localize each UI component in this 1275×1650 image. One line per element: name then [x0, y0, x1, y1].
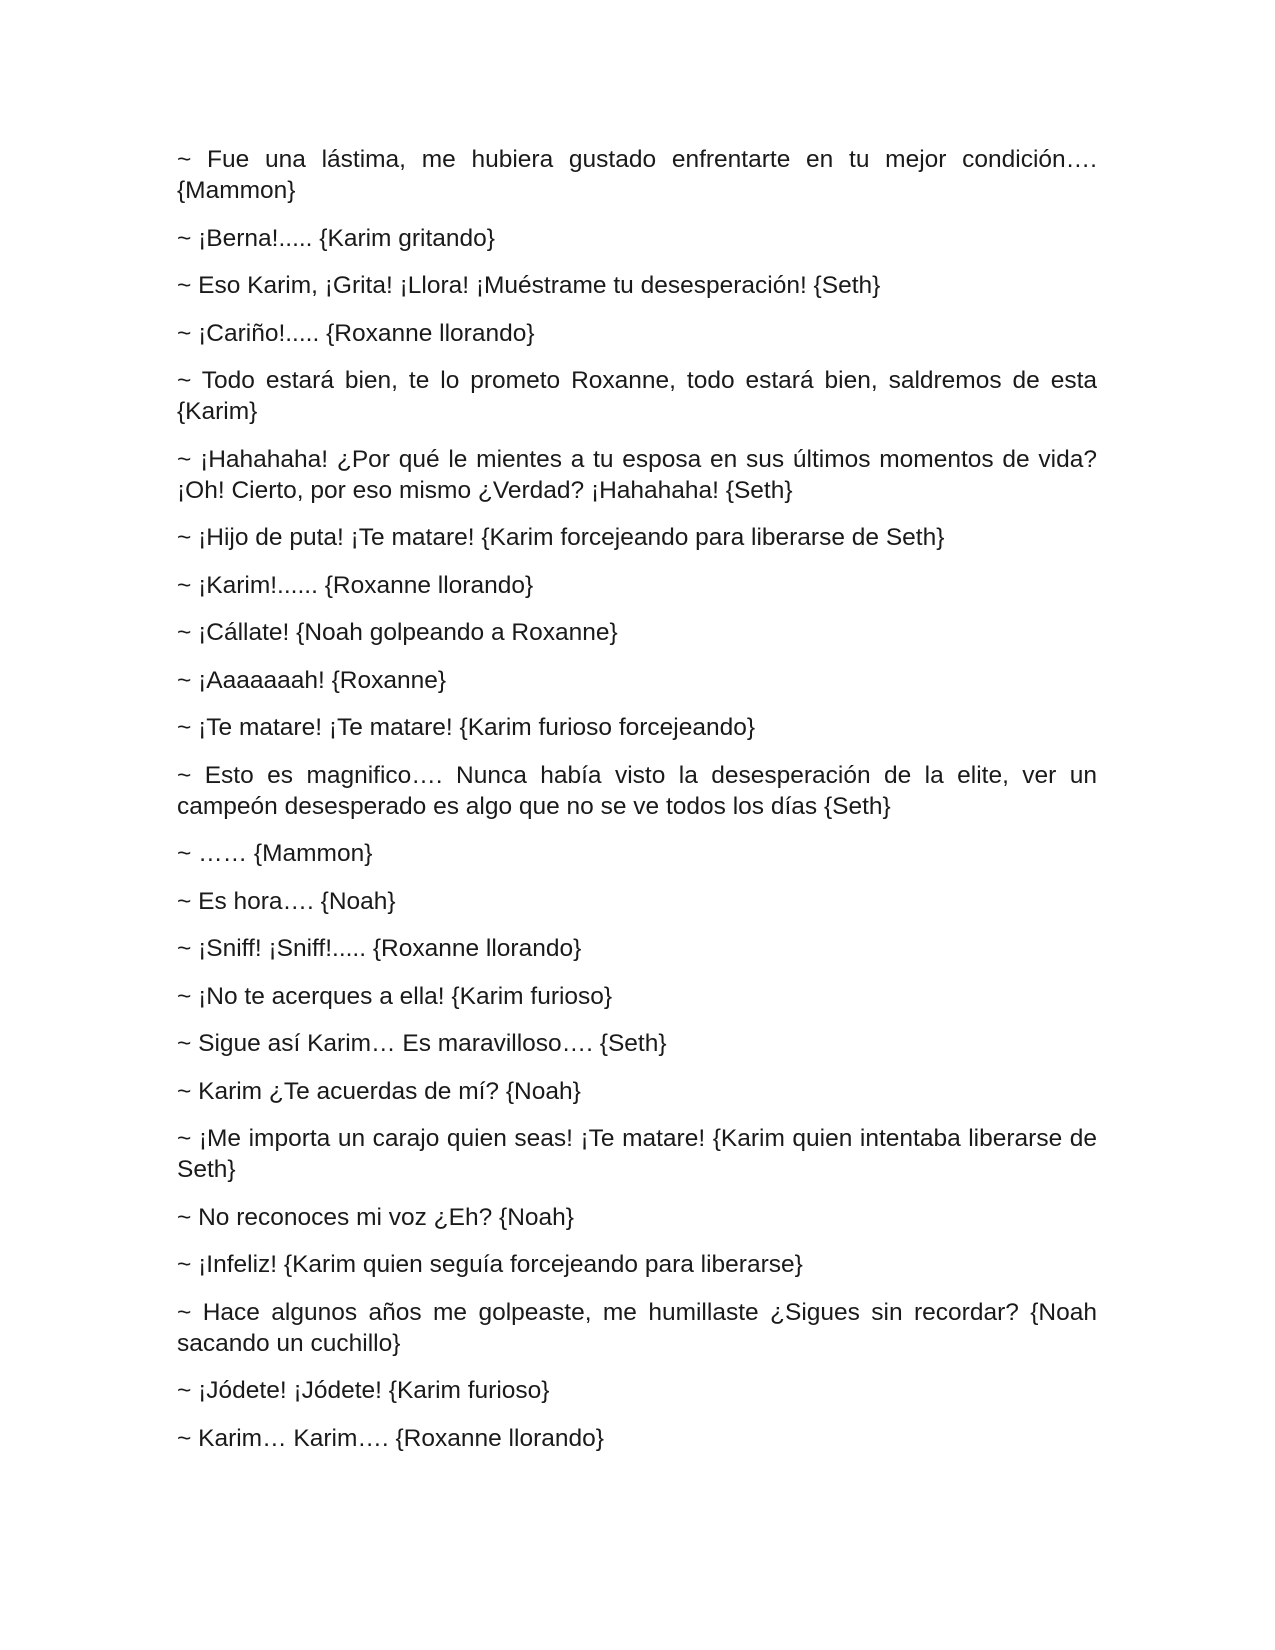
dialogue-body [177, 144, 1097, 1454]
dialogue-line: ~ ¡Sniff! ¡Sniff!..... {Roxanne llorando} [177, 935, 582, 962]
dialogue-line: ~ No reconoces mi voz ¿Eh? {Noah} [177, 1203, 574, 1231]
dialogue-line: ~ ¡Cállate! {Noah golpeando a Roxanne} [177, 619, 618, 646]
dialogue-line: ~ ¡Infeliz! {Karim quien seguía forcejeando para liberarse} [177, 1251, 803, 1278]
dialogue-line: ~ …… {Mammon} [177, 840, 373, 867]
dialogue-line: ~ ¡Berna!..... {Karim gritando} [177, 224, 495, 252]
dialogue-line: ~ Sigue así Karim… Es maravilloso…. {Seth} [177, 1030, 667, 1057]
dialogue-line: ~ Eso Karim, ¡Grita! ¡Llora! ¡Muéstrame tu desesperación! {Seth} [177, 272, 881, 299]
dialogue-line: ~ ¡Te matare! ¡Te matare! {Karim furioso forcejeando} [177, 714, 756, 741]
dialogue-line: ~ Karim ¿Te acuerdas de mí? {Noah} [177, 1077, 581, 1105]
dialogue-line: ~ ¡Jódete! ¡Jódete! {Karim furioso} [177, 1377, 550, 1404]
dialogue-line: ~ Es hora…. {Noah} [177, 887, 396, 915]
dialogue-line: ~ Hace algunos años me golpeaste, me humillaste ¿Sigues sin recordar? {Noah sacando un cuchillo} [177, 1298, 1097, 1357]
dialogue-line: ~ Karim… Karim…. {Roxanne llorando} [177, 1424, 604, 1452]
dialogue-line: ~ ¡No te acerques a ella! {Karim furioso} [177, 982, 613, 1010]
dialogue-line: ~ ¡Me importa un carajo quien seas! ¡Te matare! {Karim quien intentaba liberarse de Seth} [177, 1125, 1097, 1183]
dialogue-line: ~ ¡Cariño!..... {Roxanne llorando} [177, 319, 535, 347]
dialogue-line: ~ Todo estará bien, te lo prometo Roxanne, todo estará bien, saldremos de esta {Karim} [177, 367, 1097, 425]
dialogue-line: ~ ¡Aaaaaaah! {Roxanne} [177, 666, 447, 694]
dialogue-line: ~ ¡Hijo de puta! ¡Te matare! {Karim forcejeando para liberarse de Seth} [177, 524, 945, 551]
dialogue-line: ~ Esto es magnifico…. Nunca había visto la desesperación de la elite, ver un campeón desesperado es algo que no se ve todos los días {Seth} [177, 761, 1097, 820]
dialogue-line: ~ ¡Karim!...... {Roxanne llorando} [177, 571, 534, 599]
dialogue-line: ~ ¡Hahahaha! ¿Por qué le mientes a tu esposa en sus últimos momentos de vida? ¡Oh! Cierto, por eso mismo ¿Verdad? ¡Hahahaha! {Seth} [177, 445, 1097, 504]
dialogue-line: ~ Fue una lástima, me hubiera gustado enfrentarte en tu mejor condición…. {Mammon} [177, 146, 1097, 204]
